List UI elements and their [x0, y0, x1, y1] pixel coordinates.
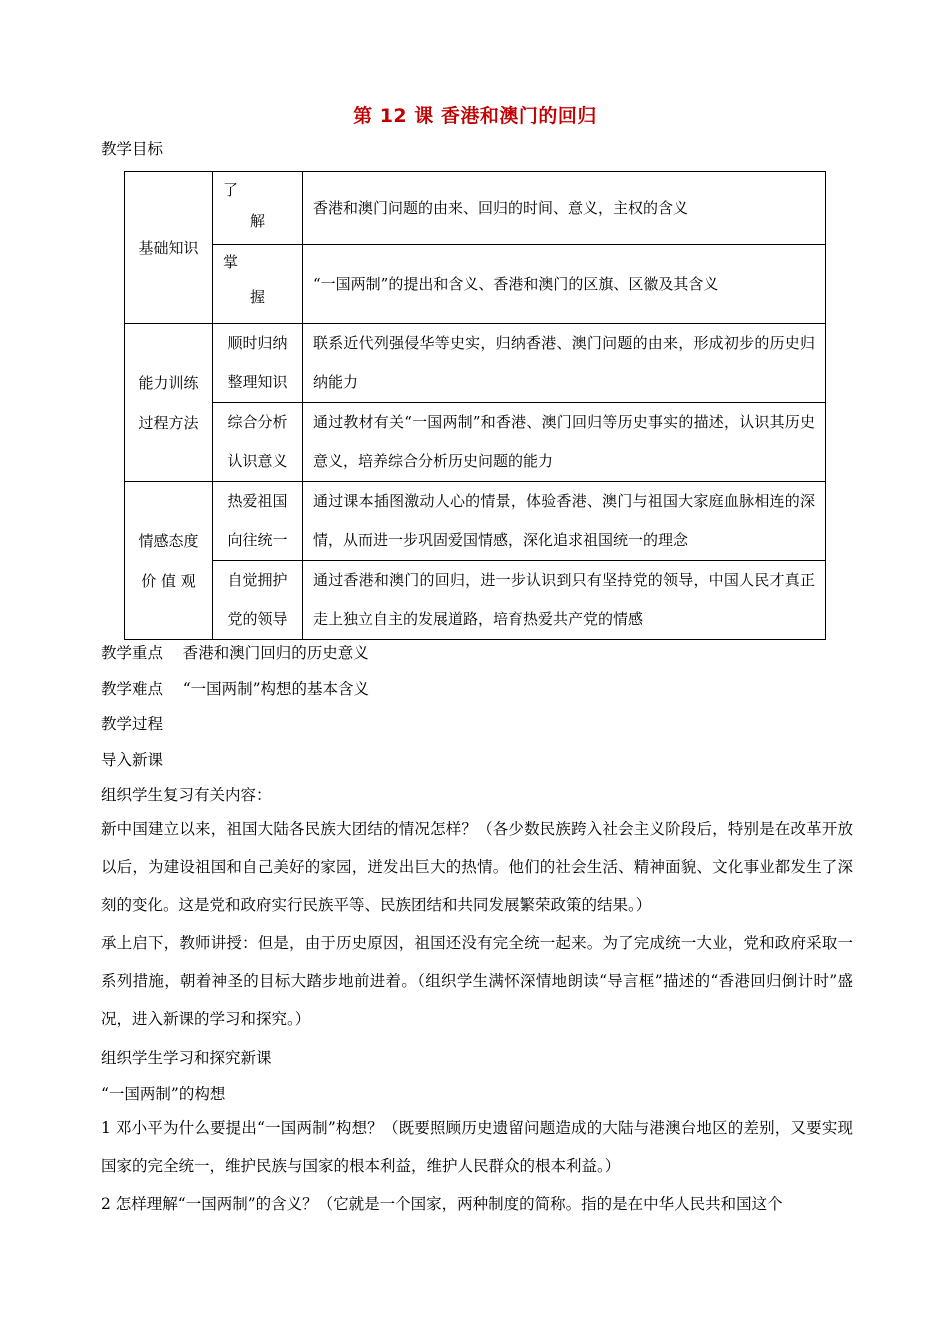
study-heading: 组织学生学习和探究新课 — [101, 1049, 272, 1067]
desc-patriotism: 通过课本插图激动人心的情景，体验香港、澳门与祖国大家庭血脉相连的深情，从而进一步巩固爱国情感，深化追求祖国统一的理念 — [303, 482, 826, 561]
intro-heading: 导入新课 — [101, 751, 164, 769]
objectives-table — [124, 171, 826, 640]
key-point: 教学重点 香港和澳门回归的历史意义 — [101, 644, 369, 662]
page-title: 第 12 课 香港和澳门的回归 — [353, 105, 597, 127]
desc-induction: 联系近代列强侵华等史实，归纳香港、澳门问题的由来，形成初步的历史归纳能力 — [303, 324, 826, 403]
concept-heading: “一国两制”的构想 — [101, 1085, 226, 1103]
category-emotion: 情感态度 价 值 观 — [125, 482, 213, 640]
review-line: 组织学生复习有关内容： — [101, 786, 272, 804]
question-2: 2 怎样理解“一国两制”的含义？（它就是一个国家，两种制度的简称。指的是在中华人民共和国这个 — [101, 1195, 783, 1213]
question-1: 1 邓小平为什么要提出“一国两制”构想？（既要照顾历史遗留问题造成的大陆与港澳台地区的差别，又要实现国家的完全统一，维护民族与国家的根本利益，维护人民群众的根本利益。） — [101, 1119, 853, 1175]
category-basic-knowledge: 基础知识 — [125, 172, 213, 324]
objectives-heading: 教学目标 — [101, 140, 164, 158]
desc-master: “一国两制”的提出和含义、香港和澳门的区旗、区徽及其含义 — [303, 245, 826, 324]
process-heading: 教学过程 — [101, 715, 164, 733]
category-ability: 能力训练 过程方法 — [125, 324, 213, 482]
difficulty: 教学难点 “一国两制”构想的基本含义 — [101, 680, 370, 698]
sub-master: 掌 握 — [213, 245, 303, 324]
sub-analysis: 综合分析 认识意义 — [213, 403, 303, 482]
desc-understand: 香港和澳门问题的由来、回归的时间、意义，主权的含义 — [303, 172, 826, 245]
sub-patriotism: 热爱祖国 向往统一 — [213, 482, 303, 561]
desc-party: 通过香港和澳门的回归，进一步认识到只有坚持党的领导，中国人民才真正走上独立自主的发展道路，培育热爱共产党的情感 — [303, 561, 826, 640]
sub-party: 自觉拥护 党的领导 — [213, 561, 303, 640]
desc-analysis: 通过教材有关“一国两制”和香港、澳门回归等历史事实的描述，认识其历史意义，培养综合分析历史问题的能力 — [303, 403, 826, 482]
paragraph-2: 承上启下，教师讲授：但是，由于历史原因，祖国还没有完全统一起来。为了完成统一大业，党和政府采取一系列措施，朝着神圣的目标大踏步地前进着。（组织学生满怀深情地朗读“导言框”描述的“香港回归倒计时”盛况，进入新课的学习和探究。） — [101, 934, 853, 1028]
paragraph-1: 新中国建立以来，祖国大陆各民族大团结的情况怎样？（各少数民族跨入社会主义阶段后，特别是在改革开放以后，为建设祖国和自己美好的家园，迸发出巨大的热情。他们的社会生活、精神面貌、文化事业都发生了深刻的变化。这是党和政府实行民族平等、民族团结和共同发展繁荣政策的结果。） — [101, 820, 853, 914]
sub-induction: 顺时归纳 整理知识 — [213, 324, 303, 403]
sub-understand: 了 解 — [213, 172, 303, 245]
